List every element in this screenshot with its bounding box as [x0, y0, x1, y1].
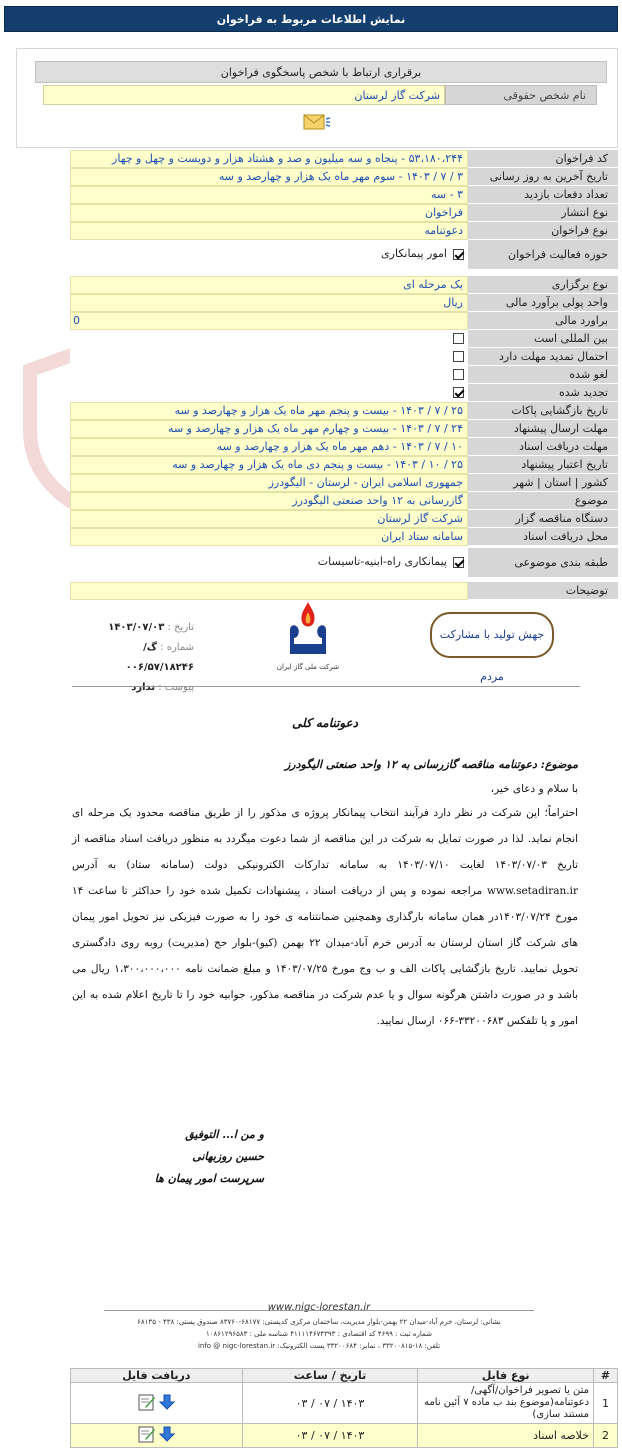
page-header: نمایش اطلاعات مربوط به فراخوان [4, 6, 618, 32]
field-hold-type [70, 276, 618, 294]
field-label: محل دریافت اسناد [468, 528, 618, 546]
field-receive [70, 438, 618, 456]
col-type: نوع فایل [418, 1369, 594, 1383]
edit-icon[interactable] [138, 1425, 156, 1446]
signature-block [124, 1124, 264, 1190]
legal-entity-value: شرکت گاز لرستان [43, 85, 445, 105]
field-deadline [70, 168, 618, 186]
field-label: تعداد دفعات بازدید [468, 186, 618, 204]
download-arrow-icon[interactable] [159, 1426, 175, 1445]
field-code [70, 150, 618, 168]
row-download [71, 1424, 243, 1448]
field-value: پیمانکاری راه-ابنیه-تاسیسات [70, 548, 468, 578]
field-value [70, 384, 468, 402]
table-row [71, 1424, 618, 1448]
field-label: تاریخ آخرین به روز رسانی [468, 168, 618, 186]
field-visits [70, 186, 618, 204]
checkbox-icon[interactable] [453, 249, 464, 260]
col-date: تاریخ / ساعت [242, 1369, 418, 1383]
checkbox-icon[interactable] [453, 557, 464, 568]
field-label: توضیحات [468, 582, 618, 600]
field-label: براورد مالی [468, 312, 618, 330]
field-label: کشور | استان | شهر [468, 474, 618, 492]
letter-attachment: پیوست : ندارد [131, 682, 194, 693]
signature-line: و من ا... التوفیق [185, 1128, 264, 1141]
row-download [71, 1383, 243, 1424]
field-label: کد فراخوان [468, 150, 618, 168]
field-value [70, 330, 468, 348]
field-label: لغو شده [468, 366, 618, 384]
checkbox-icon[interactable] [453, 387, 464, 398]
files-table [70, 1368, 618, 1448]
field-renewed [70, 384, 618, 402]
row-type: خلاصه اسناد [418, 1424, 594, 1448]
footer-divider [104, 1310, 534, 1311]
envelope-icon[interactable] [301, 111, 331, 135]
footer-url: www.nigc-lorestan.ir [267, 1302, 371, 1313]
checkbox-icon[interactable] [453, 369, 464, 380]
field-value: امور پیمانکاری [70, 240, 468, 270]
field-label: بین المللی است [468, 330, 618, 348]
field-value: 0 [70, 312, 468, 330]
field-call-type [70, 222, 618, 240]
row-date: ۱۴۰۳ / ۰۷ / ۰۳ [242, 1383, 418, 1424]
field-value: ۲۵ / ۱۰ / ۱۴۰۳ - بیست و پنجم دی ماه یک هزار و چهارصد و سه [70, 456, 468, 474]
field-value: ۱۰ / ۷ / ۱۴۰۳ - دهم مهر ماه یک هزار و چهارصد و سه [70, 438, 468, 456]
col-num: # [594, 1369, 618, 1383]
field-validity [70, 456, 618, 474]
field-value: ۲۵ / ۷ / ۱۴۰۳ - بیست و پنجم مهر ماه یک هزار و چهارصد و سه [70, 402, 468, 420]
field-value: گازرسانی به ۱۲ واحد صنعتی الیگودرز [70, 492, 468, 510]
field-value [70, 366, 468, 384]
field-category [70, 548, 618, 578]
field-submit [70, 420, 618, 438]
table-row [71, 1383, 618, 1424]
row-type: متن یا تصویر فراخوان/آگهی/دعوتنامه(موضوع بند ب ماده ۷ آئین نامه مستند سازی) [418, 1383, 594, 1424]
letter-number: شماره : گ/۰۰۶/۵۷/۱۸۲۴۶ [125, 642, 194, 673]
field-cancelled [70, 366, 618, 384]
letter-heading: دعوتنامه کلی [291, 716, 359, 730]
field-value: ۳ - سه [70, 186, 468, 204]
contact-heading: برقراری ارتباط با شخص پاسخگوی فراخوان [35, 61, 607, 83]
field-label: تاریخ بازگشایی پاکات [468, 402, 618, 420]
field-label: حوزه فعالیت فراخوان [468, 240, 618, 270]
letter-divider [72, 686, 580, 687]
nigc-logo: شرکت ملی گاز ایران [270, 598, 346, 682]
row-date: ۱۴۰۳ / ۰۷ / ۰۳ [242, 1424, 418, 1448]
field-label: دستگاه مناقصه گزار [468, 510, 618, 528]
field-value: سامانه ستاد ایران [70, 528, 468, 546]
letter-body: احتراماً؛ این شرکت در نظر دارد فرآیند انتخاب پیمانکار پروژه ی مذکور را از طریق مناقصه محدود یک مرحله ای انجام نماید. لذا در صورت تمایل به شرکت در این مناقصه از شما دعوت میگردد به منظور دریافت اسناد مناقصه از تاریخ ۱۴۰۳/۰۷/۰۳ لغایت ۱۴۰۳/۰۷/۱۰ به سامانه تدارکات الکترونیکی دولت (سامانه ستاد) به آدرس www.setadiran.ir مراجعه نموده و پس از دریافت اسناد ، پیشنهادات تکمیل شده خود را حداکثر تا ساعت ۱۴ مورخ ۱۴۰۳/۰۷/۲۴در همان سامانه بارگذاری وهمچنین ضمانتنامه ی خود را به صورت فیزیکی نیز تحویل امور پیمان های شرکت گاز استان لرستان به آدرس خرم آباد-میدان ۲۲ بهمن (کیو)-بلوار حج (مدیریت) روبه روی دادگستری تحویل نمایید. تاریخ بازگشایی پاکات الف و ب وج مورخ ۱۴۰۳/۰۷/۲۵ و مبلغ ضمانت نامه ۱،۳۰۰،۰۰۰،۰۰۰ ریال می باشد و در صورت داشتن هرگونه سوال و یا عدم شرکت در مناقصه مذکور، جوابیه خود را تا تاریخ اعلام شده به این امور و یا تلفکس ۳۳۲۰۰۶۸۳-۰۶۶ ارسال نمایید. [72, 807, 579, 1027]
checkbox-icon[interactable] [453, 333, 464, 344]
field-label: نوع برگزاری [468, 276, 618, 294]
field-currency [70, 294, 618, 312]
field-value [70, 348, 468, 366]
field-value: دعوتنامه [70, 222, 468, 240]
slogan-logo: جهش تولید با مشارکت مردم [430, 612, 554, 658]
col-download: دریافت فایل [71, 1369, 243, 1383]
field-label: مهلت ارسال پیشنهاد [468, 420, 618, 438]
field-label: واحد پولی برآورد مالی [468, 294, 618, 312]
field-label: نوع انتشار [468, 204, 618, 222]
letter-greeting: با سلام و دعای خیر، [490, 783, 578, 795]
signature-name: حسین روزبهانی [192, 1150, 264, 1163]
field-label: تاریخ اعتبار پیشنهاد [468, 456, 618, 474]
field-value: ۵۳،۱۸۰،۲۴۴ - پنجاه و سه میلیون و صد و هشتاد هزار و دویست و چهل و چهار [70, 150, 468, 168]
field-location [70, 474, 618, 492]
field-value [70, 582, 468, 600]
download-arrow-icon[interactable] [159, 1394, 175, 1413]
row-num: 1 [594, 1383, 618, 1424]
edit-icon[interactable] [138, 1393, 156, 1414]
contact-panel [16, 48, 618, 148]
field-label: طبقه بندی موضوعی [468, 548, 618, 578]
field-value: فراخوان [70, 204, 468, 222]
signature-title: سرپرست امور پیمان ها [154, 1172, 264, 1185]
letter-date: تاریخ : ۱۴۰۳/۰۷/۰۳ [108, 622, 194, 633]
field-label: مهلت دریافت اسناد [468, 438, 618, 456]
field-extension [70, 348, 618, 366]
field-value: شرکت گاز لرستان [70, 510, 468, 528]
field-doc-place [70, 528, 618, 546]
field-label: موضوع [468, 492, 618, 510]
legal-entity-label: نام شخص حقوقی [445, 85, 597, 105]
field-publish-type [70, 204, 618, 222]
field-opening [70, 402, 618, 420]
field-estimate [70, 312, 618, 330]
row-num: 2 [594, 1424, 618, 1448]
field-value: جمهوری اسلامی ایران - لرستان - الیگودرز [70, 474, 468, 492]
field-value: یک مرحله ای [70, 276, 468, 294]
field-activity [70, 240, 618, 270]
field-value: ریال [70, 294, 468, 312]
field-label: احتمال تمدید مهلت دارد [468, 348, 618, 366]
field-value: ۳ / ۷ / ۱۴۰۳ - سوم مهر ماه یک هزار و چهارصد و سه [70, 168, 468, 186]
letter-subject: موضوع: دعوتنامه مناقصه گازرسانی به ۱۲ واحد صنعتی الیگودرز [285, 758, 578, 771]
field-value: ۲۴ / ۷ / ۱۴۰۳ - بیست و چهارم مهر ماه یک هزار و چهارصد و سه [70, 420, 468, 438]
field-subject [70, 492, 618, 510]
field-label: تجدید شده [468, 384, 618, 402]
field-label: نوع فراخوان [468, 222, 618, 240]
checkbox-icon[interactable] [453, 351, 464, 362]
field-organizer [70, 510, 618, 528]
field-international [70, 330, 618, 348]
footer-address: نشانی: لرستان، خرم آباد-میدان ۲۲ بهمن-بلوار مدیریت، ساختمان مرکزی کدپستی: ۶۸۱۷۷-۸۳۷۶۰ صندوق پستی: ۴۳۸ - ۶۸۱۳۵ شماره ثبت : ۴۶۹۹ کد اقتصادی : ۴۱۱۱۱۴۶۷۴۳۹۳ شناسه ملی : ۱۰۸۶۱۲۹۶۵۸۳ تلفن: ۱۸-۳۳۲۰۰۸۱۵ ، نمابر: ۳۳۲۰۰۶۸۴ پست الکترونیک: info @ nigc-lorestan.ir [137, 1318, 501, 1350]
